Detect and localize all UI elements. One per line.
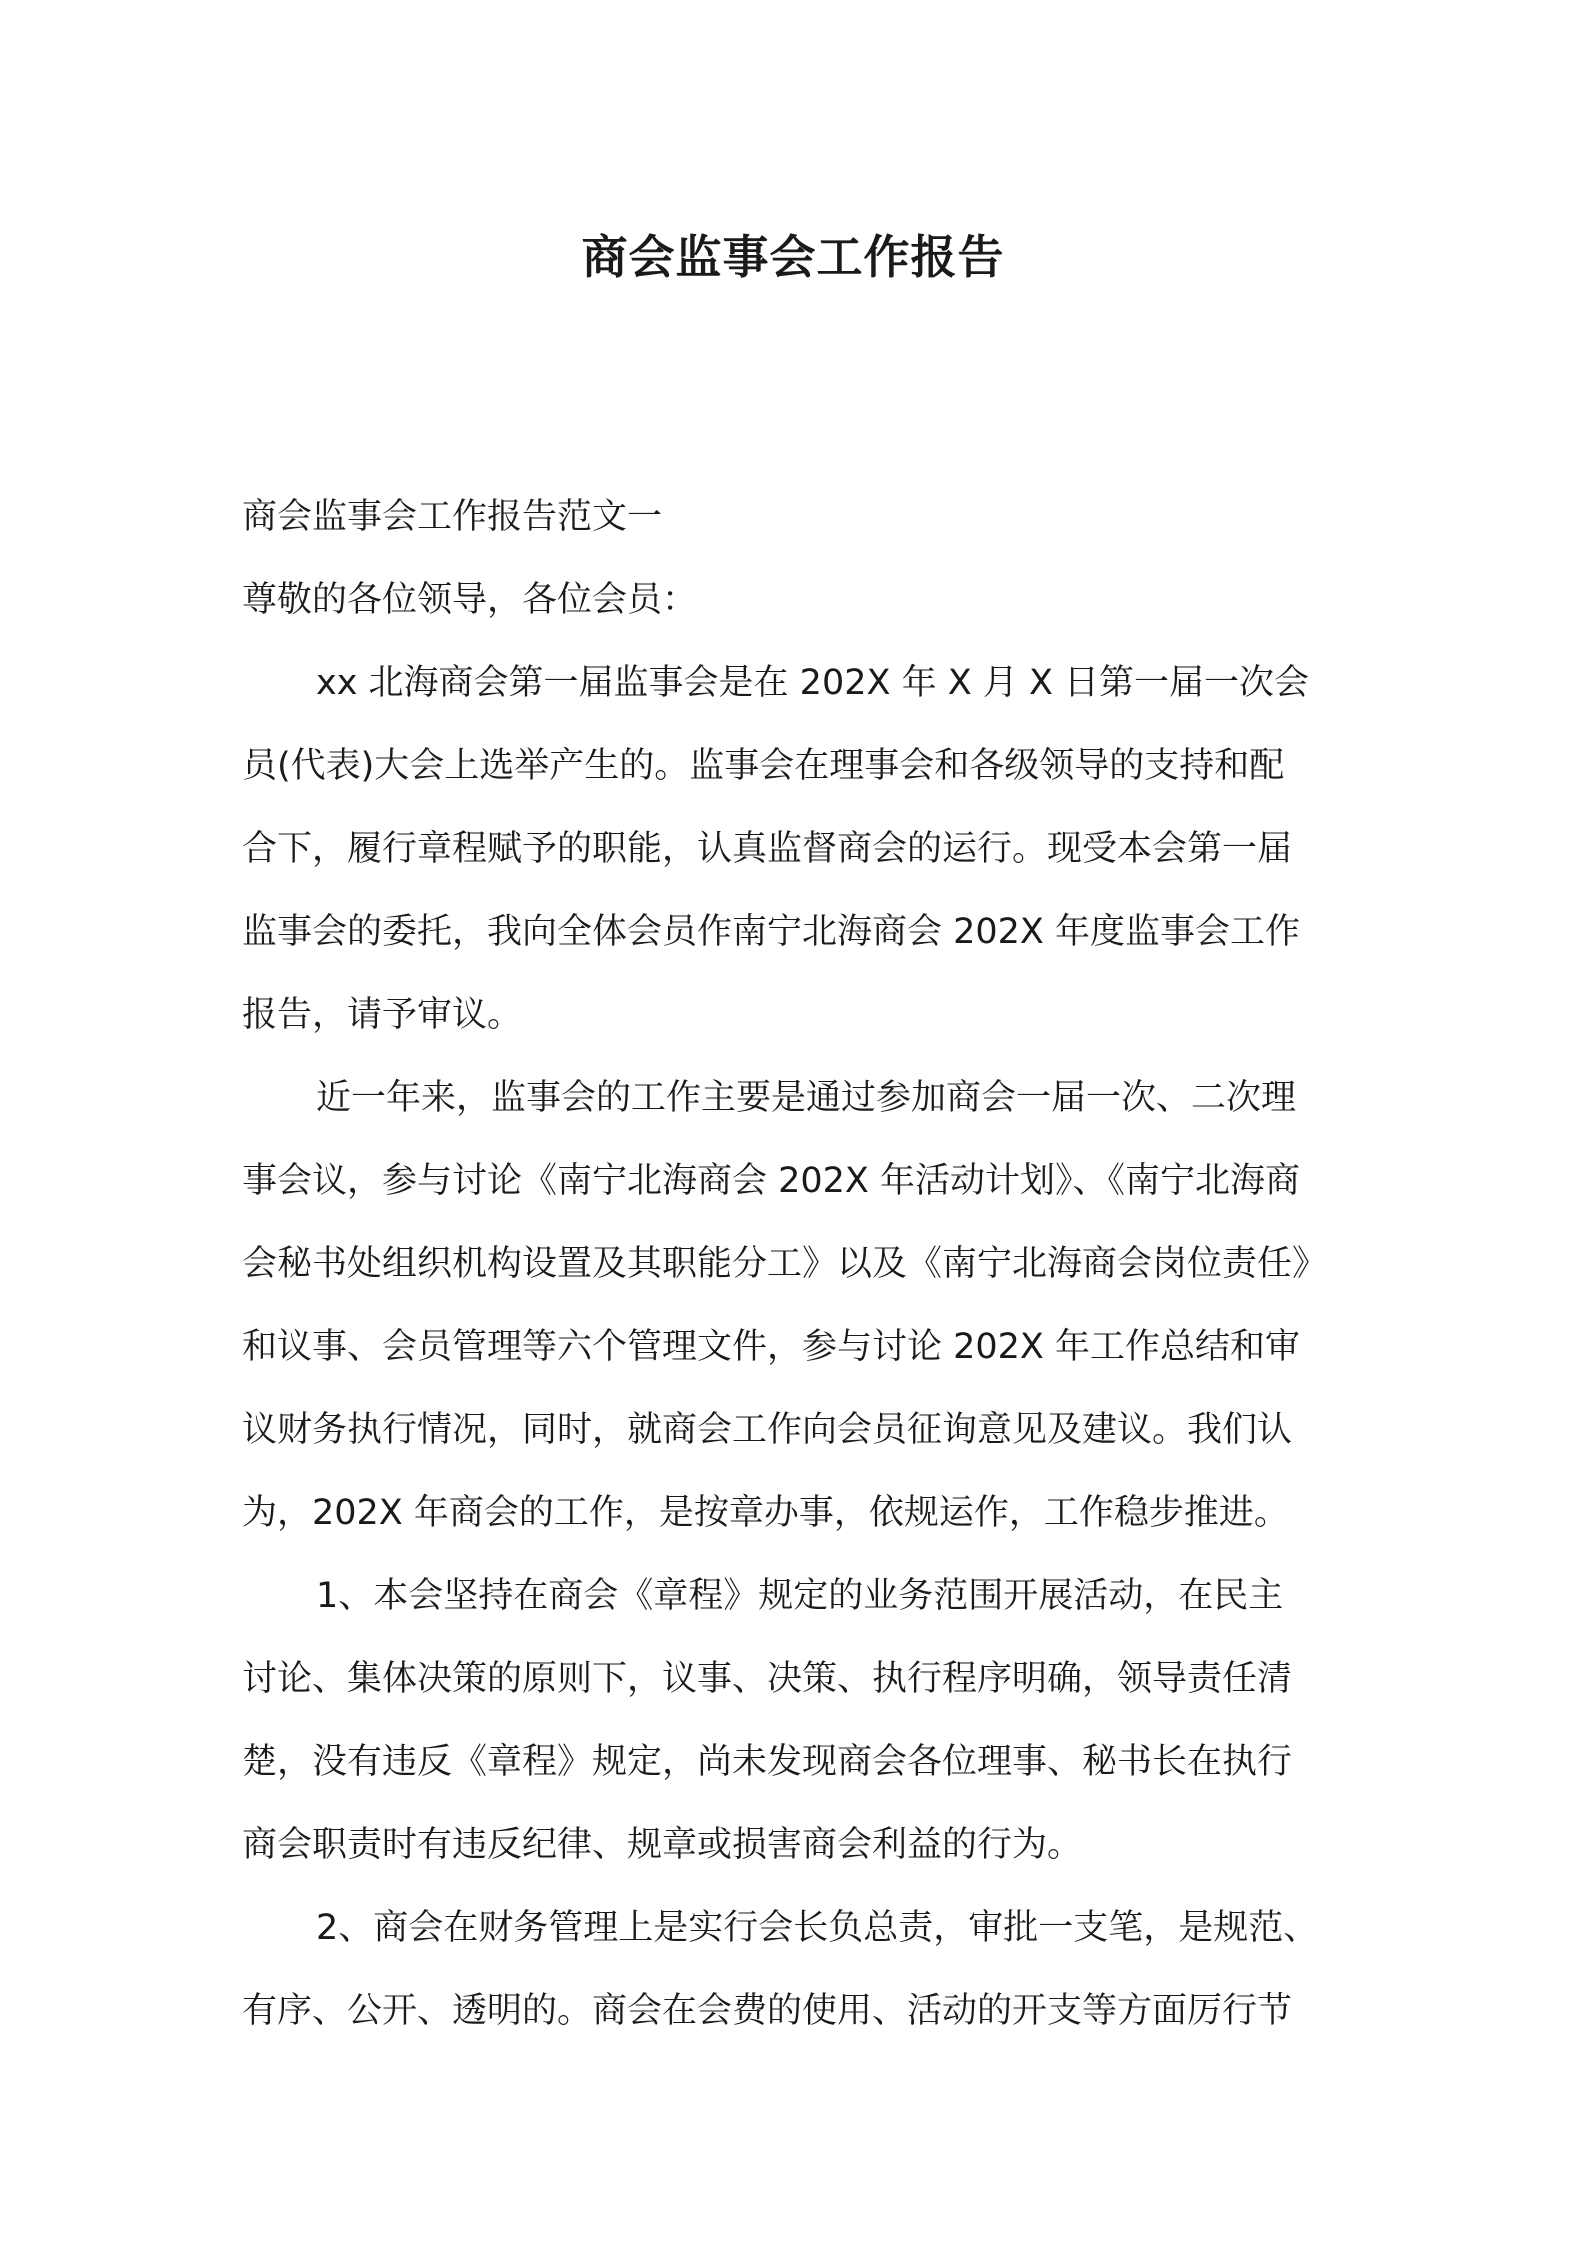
paragraph-line: 近一年来，监事会的工作主要是通过参加商会一届一次、二次理: [316, 1078, 1297, 1118]
paragraph-line: 1、本会坚持在商会《章程》规定的业务范围开展活动，在民主: [316, 1576, 1284, 1616]
paragraph: [242, 1887, 1360, 2053]
paragraph-line: 事会议，参与讨论《南宁北海商会 202X 年活动计划》、《南宁北海商: [242, 1161, 1301, 1201]
paragraph-line: 合下，履行章程赋予的职能，认真监督商会的运行。现受本会第一届: [242, 829, 1293, 869]
paragraph-line: 有序、公开、透明的。商会在会费的使用、活动的开支等方面厉行节: [242, 1991, 1293, 2031]
paragraph: [242, 1057, 1360, 1555]
paragraph-line: 监事会的委托，我向全体会员作南宁北海商会 202X 年度监事会工作: [242, 912, 1301, 952]
paragraph: [242, 1555, 1360, 1887]
paragraph-line: 讨论、集体决策的原则下，议事、决策、执行程序明确，领导责任清: [242, 1659, 1293, 1699]
paragraph-line: 会秘书处组织机构设置及其职能分工》以及《南宁北海商会岗位责任》: [242, 1244, 1328, 1284]
paragraph-line: 楚，没有违反《章程》规定，尚未发现商会各位理事、秘书长在执行: [242, 1742, 1293, 1782]
document-subtitle: 商会监事会工作报告范文一: [242, 497, 663, 537]
paragraph-line: 为，202X 年商会的工作，是按章办事，依规运作，工作稳步推进。: [242, 1493, 1289, 1533]
paragraph-line: 2、商会在财务管理上是实行会长负总责，审批一支笔，是规范、: [316, 1908, 1319, 1948]
paragraph-line: 商会职责时有违反纪律、规章或损害商会利益的行为。: [242, 1825, 1083, 1865]
paragraph-line: 报告，请予审议。: [242, 995, 523, 1035]
document-title: 商会监事会工作报告: [581, 230, 1005, 284]
paragraph: [242, 642, 1360, 1057]
paragraph-line: 员(代表)大会上选举产生的。监事会在理事会和各级领导的支持和配: [242, 746, 1285, 786]
paragraph-line: 议财务执行情况，同时，就商会工作向会员征询意见及建议。我们认: [242, 1410, 1293, 1450]
salutation: 尊敬的各位领导，各位会员：: [242, 580, 698, 620]
paragraph-line: xx 北海商会第一届监事会是在 202X 年 X 月 X 日第一届一次会: [316, 663, 1310, 703]
paragraph-line: 和议事、会员管理等六个管理文件，参与讨论 202X 年工作总结和审: [242, 1327, 1301, 1367]
document-body: [242, 476, 1360, 2053]
